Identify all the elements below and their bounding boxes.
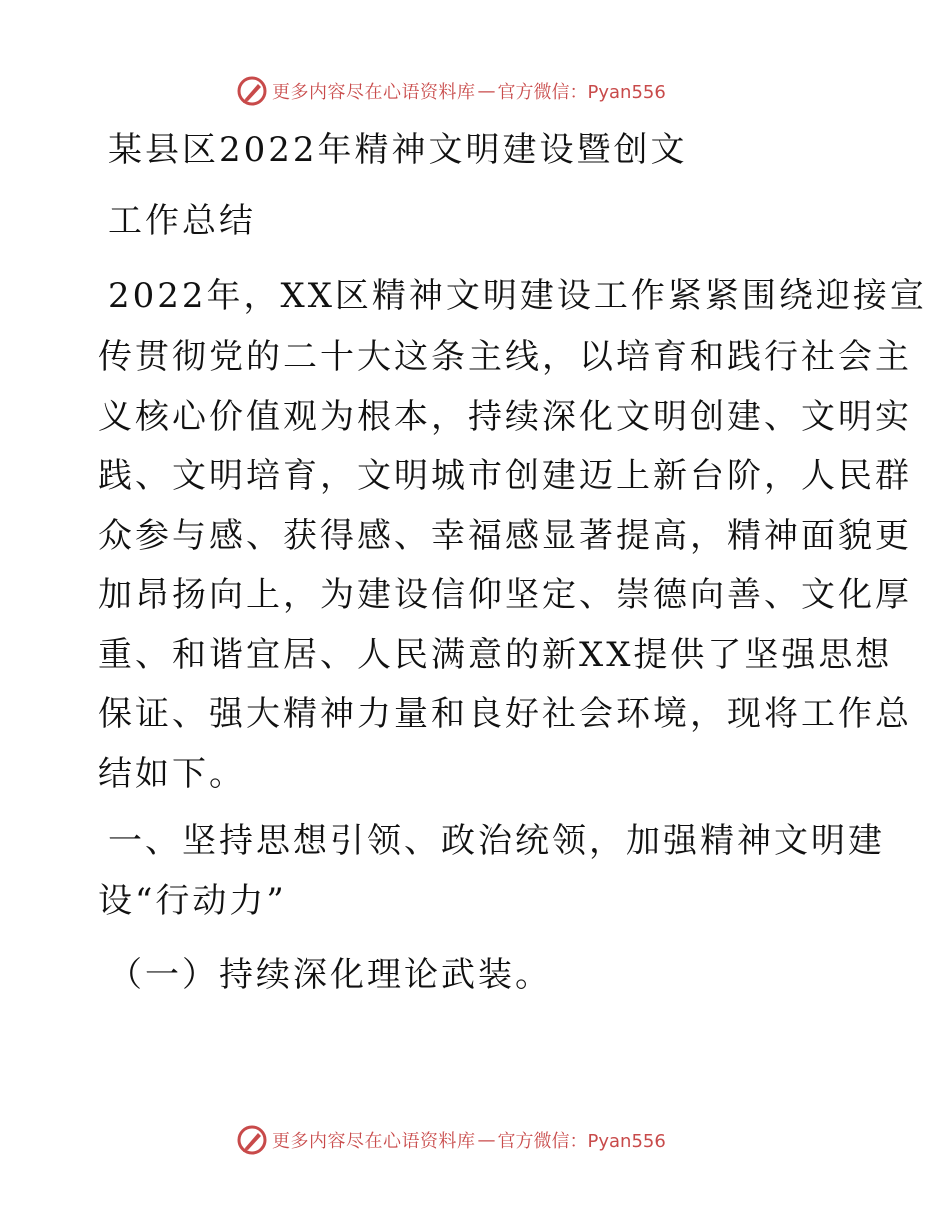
footer-watermark bbox=[236, 1123, 666, 1157]
header-watermark bbox=[236, 74, 666, 108]
paragraph-line: 传贯彻党的二十大这条主线，以培育和践行社会主 bbox=[98, 337, 912, 377]
paragraph-line: 践、文明培育，文明城市创建迈上新台阶，人民群 bbox=[98, 456, 912, 496]
watermark-separator: — bbox=[477, 80, 496, 102]
paragraph-line: 众参与感、获得感、幸福感显著提高，精神面貌更 bbox=[98, 516, 912, 556]
paragraph-line: 义核心价值观为根本，持续深化文明创建、文明实 bbox=[98, 397, 912, 437]
title-line-1: 某县区2022年精神文明建设暨创文 bbox=[108, 130, 688, 170]
paragraph-line: 保证、强大精神力量和良好社会环境，现将工作总 bbox=[98, 694, 912, 734]
watermark-text: 更多内容尽在心语资料库 bbox=[272, 82, 476, 103]
paragraph-line: 重、和谐宜居、人民满意的新XX提供了坚强思想 bbox=[98, 635, 893, 675]
watermark-separator: — bbox=[477, 1129, 496, 1151]
title-line-2: 工作总结 bbox=[108, 201, 256, 241]
pen-logo-icon bbox=[236, 75, 268, 107]
paragraph-line: 加昂扬向上，为建设信仰坚定、崇德向善、文化厚 bbox=[98, 575, 912, 615]
watermark-contact: 官方微信：Pyan556 bbox=[497, 82, 666, 103]
section-heading-line-1: 一、坚持思想引领、政治统领，加强精神文明建 bbox=[108, 821, 885, 861]
paragraph-line: 2022年，XX区精神文明建设工作紧紧围绕迎接宣 bbox=[108, 276, 927, 316]
section-heading-line-2: 设“行动力” bbox=[98, 881, 287, 921]
subsection-heading: （一）持续深化理论武装。 bbox=[108, 955, 552, 995]
pen-logo-icon bbox=[236, 1124, 268, 1156]
watermark-text: 更多内容尽在心语资料库 bbox=[272, 1131, 476, 1152]
paragraph-line: 结如下。 bbox=[98, 754, 246, 794]
watermark-contact: 官方微信：Pyan556 bbox=[497, 1131, 666, 1152]
